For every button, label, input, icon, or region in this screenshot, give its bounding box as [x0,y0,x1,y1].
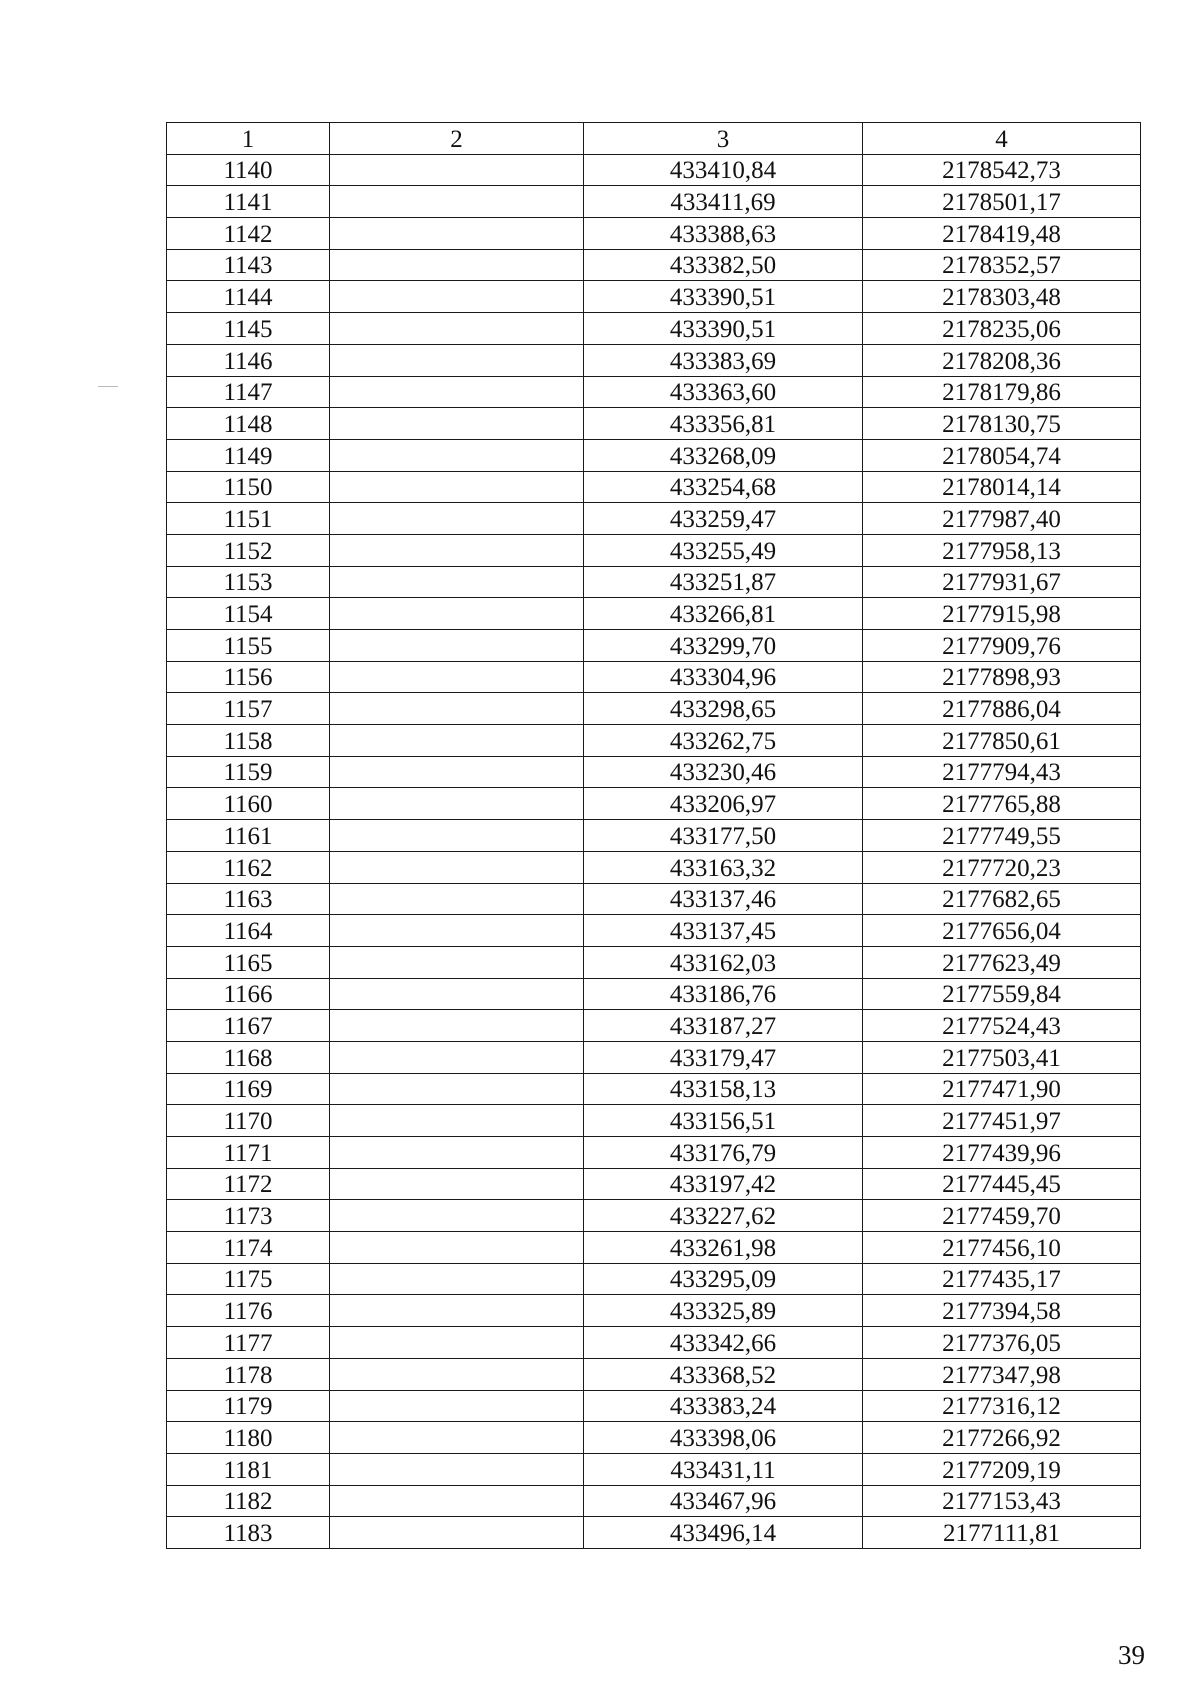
x-coordinate-cell: 433268,09 [584,439,863,471]
x-coordinate-cell: 433496,14 [584,1517,863,1549]
point-number-cell: 1150 [167,471,330,503]
x-coordinate-cell: 433266,81 [584,598,863,630]
y-coordinate-cell: 2177909,76 [863,630,1141,662]
y-coordinate-cell: 2177958,13 [863,534,1141,566]
description-cell [330,598,584,630]
point-number-cell: 1143 [167,249,330,281]
description-cell [330,439,584,471]
point-number-cell: 1160 [167,788,330,820]
point-number-cell: 1165 [167,946,330,978]
description-cell [330,693,584,725]
point-number-cell: 1169 [167,1073,330,1105]
description-cell [330,1137,584,1169]
point-number-cell: 1140 [167,154,330,186]
x-coordinate-cell: 433177,50 [584,820,863,852]
x-coordinate-cell: 433382,50 [584,249,863,281]
table-row [167,693,1141,725]
point-number-cell: 1180 [167,1422,330,1454]
description-cell [330,661,584,693]
coordinates-table [166,122,1141,1549]
description-cell [330,788,584,820]
table-row [167,756,1141,788]
table-row [167,598,1141,630]
x-coordinate-cell: 433342,66 [584,1327,863,1359]
table-row [167,281,1141,313]
table-row [167,566,1141,598]
table-row [167,1485,1141,1517]
point-number-cell: 1146 [167,344,330,376]
x-coordinate-cell: 433304,96 [584,661,863,693]
table-row [167,661,1141,693]
y-coordinate-cell: 2177720,23 [863,851,1141,883]
y-coordinate-cell: 2177394,58 [863,1295,1141,1327]
description-cell [330,154,584,186]
table-row [167,788,1141,820]
description-cell [330,281,584,313]
x-coordinate-cell: 433356,81 [584,408,863,440]
description-cell [330,249,584,281]
x-coordinate-cell: 433398,06 [584,1422,863,1454]
y-coordinate-cell: 2177886,04 [863,693,1141,725]
point-number-cell: 1154 [167,598,330,630]
column-header-2: 2 [330,123,584,155]
x-coordinate-cell: 433156,51 [584,1105,863,1137]
y-coordinate-cell: 2177456,10 [863,1232,1141,1264]
description-cell [330,883,584,915]
x-coordinate-cell: 433251,87 [584,566,863,598]
point-number-cell: 1175 [167,1263,330,1295]
point-number-cell: 1156 [167,661,330,693]
description-cell [330,630,584,662]
point-number-cell: 1179 [167,1390,330,1422]
y-coordinate-cell: 2177153,43 [863,1485,1141,1517]
table-row [167,1453,1141,1485]
y-coordinate-cell: 2177266,92 [863,1422,1141,1454]
y-coordinate-cell: 2178208,36 [863,344,1141,376]
description-cell [330,1517,584,1549]
table-header-row [167,123,1141,155]
y-coordinate-cell: 2177987,40 [863,503,1141,535]
x-coordinate-cell: 433390,51 [584,313,863,345]
point-number-cell: 1158 [167,725,330,757]
description-cell [330,1485,584,1517]
table-body [167,154,1141,1548]
x-coordinate-cell: 433255,49 [584,534,863,566]
y-coordinate-cell: 2177209,19 [863,1453,1141,1485]
point-number-cell: 1161 [167,820,330,852]
y-coordinate-cell: 2178303,48 [863,281,1141,313]
table-row [167,249,1141,281]
point-number-cell: 1142 [167,218,330,250]
y-coordinate-cell: 2177931,67 [863,566,1141,598]
table-row [167,154,1141,186]
y-coordinate-cell: 2178501,17 [863,186,1141,218]
x-coordinate-cell: 433411,69 [584,186,863,218]
column-header-4: 4 [863,123,1141,155]
y-coordinate-cell: 2177559,84 [863,978,1141,1010]
table-row [167,1010,1141,1042]
point-number-cell: 1168 [167,1041,330,1073]
point-number-cell: 1152 [167,534,330,566]
table-row [167,471,1141,503]
y-coordinate-cell: 2177656,04 [863,915,1141,947]
table-row [167,408,1141,440]
y-coordinate-cell: 2177316,12 [863,1390,1141,1422]
x-coordinate-cell: 433431,11 [584,1453,863,1485]
table-row [167,1295,1141,1327]
y-coordinate-cell: 2177445,45 [863,1168,1141,1200]
description-cell [330,946,584,978]
table-row [167,851,1141,883]
x-coordinate-cell: 433383,24 [584,1390,863,1422]
y-coordinate-cell: 2177451,97 [863,1105,1141,1137]
table-row [167,1200,1141,1232]
table-row [167,1137,1141,1169]
point-number-cell: 1149 [167,439,330,471]
point-number-cell: 1141 [167,186,330,218]
point-number-cell: 1163 [167,883,330,915]
y-coordinate-cell: 2177435,17 [863,1263,1141,1295]
x-coordinate-cell: 433137,46 [584,883,863,915]
table-row [167,915,1141,947]
y-coordinate-cell: 2177503,41 [863,1041,1141,1073]
x-coordinate-cell: 433368,52 [584,1358,863,1390]
y-coordinate-cell: 2177850,61 [863,725,1141,757]
point-number-cell: 1166 [167,978,330,1010]
x-coordinate-cell: 433187,27 [584,1010,863,1042]
y-coordinate-cell: 2178419,48 [863,218,1141,250]
x-coordinate-cell: 433388,63 [584,218,863,250]
table-row [167,1390,1141,1422]
point-number-cell: 1167 [167,1010,330,1042]
table-row [167,1041,1141,1073]
description-cell [330,1295,584,1327]
point-number-cell: 1148 [167,408,330,440]
y-coordinate-cell: 2177439,96 [863,1137,1141,1169]
description-cell [330,756,584,788]
y-coordinate-cell: 2177623,49 [863,946,1141,978]
table-row [167,534,1141,566]
x-coordinate-cell: 433390,51 [584,281,863,313]
table-row [167,503,1141,535]
description-cell [330,1327,584,1359]
description-cell [330,471,584,503]
description-cell [330,1422,584,1454]
table-row [167,376,1141,408]
description-cell [330,313,584,345]
description-cell [330,978,584,1010]
point-number-cell: 1164 [167,915,330,947]
x-coordinate-cell: 433162,03 [584,946,863,978]
y-coordinate-cell: 2178235,06 [863,313,1141,345]
point-number-cell: 1162 [167,851,330,883]
description-cell [330,376,584,408]
point-number-cell: 1183 [167,1517,330,1549]
point-number-cell: 1157 [167,693,330,725]
column-header-1: 1 [167,123,330,155]
table-row [167,630,1141,662]
page-number: 39 [1118,1640,1145,1670]
table-row [167,1168,1141,1200]
table-row [167,1232,1141,1264]
point-number-cell: 1170 [167,1105,330,1137]
y-coordinate-cell: 2177459,70 [863,1200,1141,1232]
point-number-cell: 1177 [167,1327,330,1359]
table-row [167,978,1141,1010]
x-coordinate-cell: 433206,97 [584,788,863,820]
x-coordinate-cell: 433137,45 [584,915,863,947]
x-coordinate-cell: 433363,60 [584,376,863,408]
description-cell [330,1041,584,1073]
point-number-cell: 1178 [167,1358,330,1390]
description-cell [330,1232,584,1264]
y-coordinate-cell: 2178542,73 [863,154,1141,186]
x-coordinate-cell: 433295,09 [584,1263,863,1295]
y-coordinate-cell: 2178130,75 [863,408,1141,440]
x-coordinate-cell: 433299,70 [584,630,863,662]
y-coordinate-cell: 2177376,05 [863,1327,1141,1359]
description-cell [330,725,584,757]
description-cell [330,534,584,566]
point-number-cell: 1159 [167,756,330,788]
point-number-cell: 1145 [167,313,330,345]
description-cell [330,186,584,218]
point-number-cell: 1172 [167,1168,330,1200]
x-coordinate-cell: 433197,42 [584,1168,863,1200]
table-row [167,344,1141,376]
y-coordinate-cell: 2177765,88 [863,788,1141,820]
description-cell [330,1010,584,1042]
y-coordinate-cell: 2178054,74 [863,439,1141,471]
description-cell [330,851,584,883]
point-number-cell: 1176 [167,1295,330,1327]
table-row [167,186,1141,218]
x-coordinate-cell: 433410,84 [584,154,863,186]
description-cell [330,408,584,440]
description-cell [330,820,584,852]
x-coordinate-cell: 433259,47 [584,503,863,535]
description-cell [330,1263,584,1295]
description-cell [330,218,584,250]
y-coordinate-cell: 2177915,98 [863,598,1141,630]
description-cell [330,1073,584,1105]
y-coordinate-cell: 2177347,98 [863,1358,1141,1390]
x-coordinate-cell: 433176,79 [584,1137,863,1169]
x-coordinate-cell: 433261,98 [584,1232,863,1264]
x-coordinate-cell: 433325,89 [584,1295,863,1327]
description-cell [330,1453,584,1485]
description-cell [330,1105,584,1137]
y-coordinate-cell: 2178179,86 [863,376,1141,408]
table-row [167,1327,1141,1359]
point-number-cell: 1174 [167,1232,330,1264]
x-coordinate-cell: 433254,68 [584,471,863,503]
x-coordinate-cell: 433230,46 [584,756,863,788]
table-row [167,883,1141,915]
x-coordinate-cell: 433262,75 [584,725,863,757]
x-coordinate-cell: 433179,47 [584,1041,863,1073]
x-coordinate-cell: 433298,65 [584,693,863,725]
table-row [167,218,1141,250]
y-coordinate-cell: 2177749,55 [863,820,1141,852]
column-header-3: 3 [584,123,863,155]
margin-mark [98,386,118,387]
table-row [167,313,1141,345]
point-number-cell: 1173 [167,1200,330,1232]
y-coordinate-cell: 2178014,14 [863,471,1141,503]
x-coordinate-cell: 433383,69 [584,344,863,376]
description-cell [330,1168,584,1200]
y-coordinate-cell: 2177898,93 [863,661,1141,693]
description-cell [330,503,584,535]
description-cell [330,566,584,598]
description-cell [330,915,584,947]
y-coordinate-cell: 2177111,81 [863,1517,1141,1549]
description-cell [330,1390,584,1422]
point-number-cell: 1155 [167,630,330,662]
y-coordinate-cell: 2177471,90 [863,1073,1141,1105]
table-row [167,1422,1141,1454]
point-number-cell: 1151 [167,503,330,535]
y-coordinate-cell: 2177524,43 [863,1010,1141,1042]
y-coordinate-cell: 2177794,43 [863,756,1141,788]
point-number-cell: 1182 [167,1485,330,1517]
point-number-cell: 1147 [167,376,330,408]
description-cell [330,1200,584,1232]
y-coordinate-cell: 2178352,57 [863,249,1141,281]
description-cell [330,1358,584,1390]
x-coordinate-cell: 433227,62 [584,1200,863,1232]
x-coordinate-cell: 433163,32 [584,851,863,883]
table-row [167,1358,1141,1390]
x-coordinate-cell: 433467,96 [584,1485,863,1517]
table-row [167,1105,1141,1137]
table-row [167,1263,1141,1295]
description-cell [330,344,584,376]
table-row [167,820,1141,852]
x-coordinate-cell: 433158,13 [584,1073,863,1105]
table-row [167,439,1141,471]
y-coordinate-cell: 2177682,65 [863,883,1141,915]
point-number-cell: 1181 [167,1453,330,1485]
point-number-cell: 1144 [167,281,330,313]
table-row [167,1517,1141,1549]
table-row [167,946,1141,978]
x-coordinate-cell: 433186,76 [584,978,863,1010]
table-row [167,1073,1141,1105]
point-number-cell: 1171 [167,1137,330,1169]
point-number-cell: 1153 [167,566,330,598]
table-row [167,725,1141,757]
